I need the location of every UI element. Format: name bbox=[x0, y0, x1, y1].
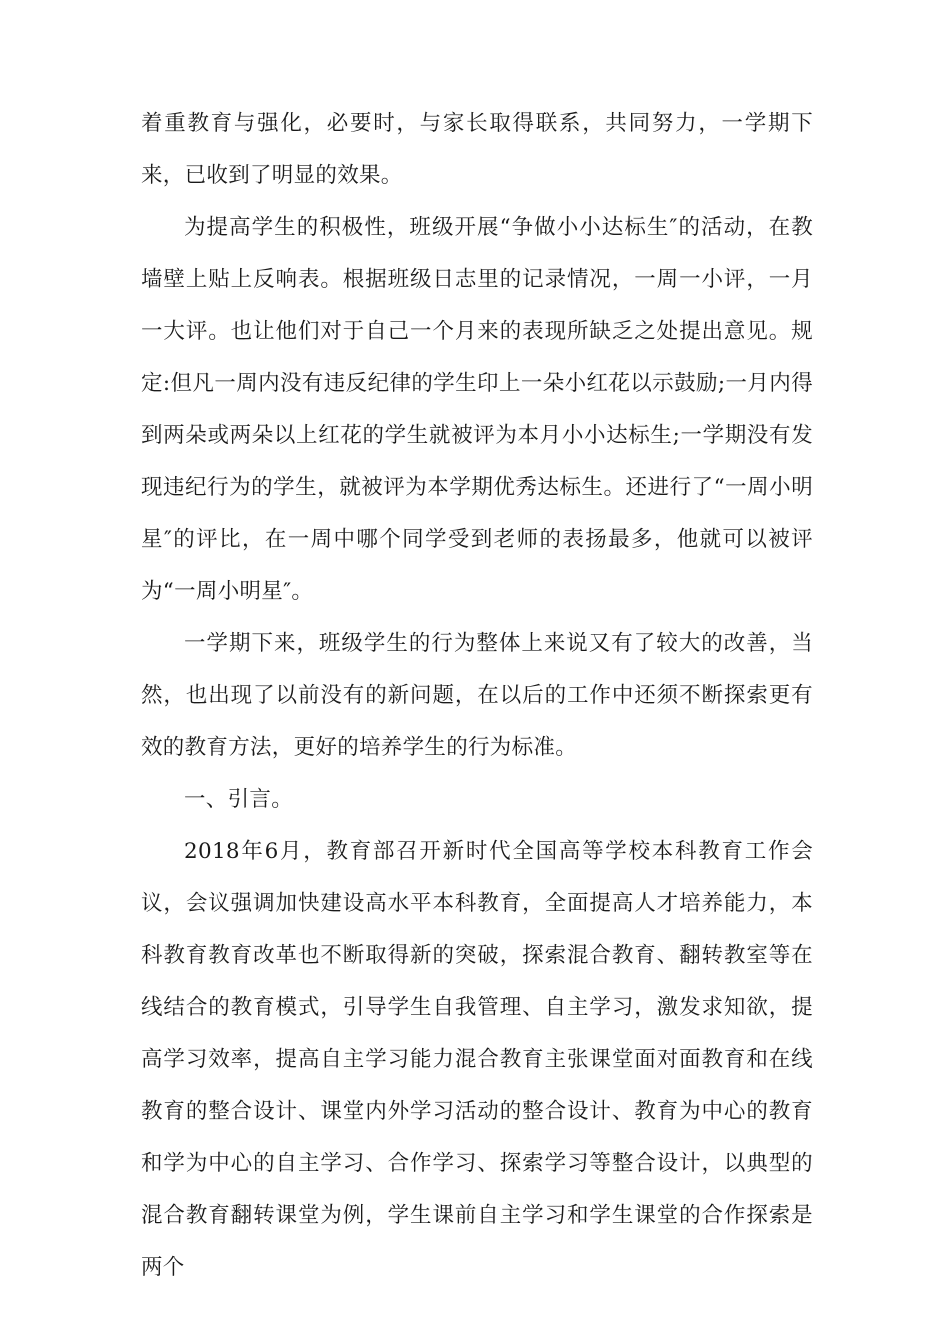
section-heading-introduction: 一、引言。 bbox=[184, 787, 294, 812]
paragraph-summary: 一学期下来，班级学生的行为整体上来说又有了较大的改善，当然，也出现了以前没有的新问题，在以后的工作中还须不断探索更有效的教育方法，更好的培养学生的行为标准。 bbox=[141, 631, 813, 760]
paragraph-continuation: 着重教育与强化，必要时，与家长取得联系，共同努力，一学期下来，已收到了明显的效果。 bbox=[141, 111, 813, 188]
paragraph-activity: 为提高学生的积极性，班级开展“争做小小达标生″的活动，在教墙壁上贴上反响表。根据班级日志里的记录情况，一周一小评，一月一大评。也让他们对于自己一个月来的表现所缺乏之处提出意见。规定:但凡一周内没有违反纪律的学生印上一朵小红花以示鼓励;一月内得到两朵或两朵以上红花的学生就被评为本月小小达标生;一学期没有发现违纪行为的学生，就被评为本学期优秀达标生。还进行了“一周小明星″的评比，在一周中哪个同学受到老师的表扬最多，他就可以被评为“一周小明星″。 bbox=[141, 215, 813, 604]
document-body bbox=[141, 98, 813, 1294]
paragraph-introduction: 2018年6月，教育部召开新时代全国高等学校本科教育工作会议，会议强调加快建设高水平本科教育，全面提高人才培养能力，本科教育教育改革也不断取得新的突破，探索混合教育、翻转教室等在线结合的教育模式，引导学生自我管理、自主学习，激发求知欲，提高学习效率，提高自主学习能力混合教育主张课堂面对面教育和在线教育的整合设计、课堂内外学习活动的整合设计、教育为中心的教育和学为中心的自主学习、合作学习、探索学习等整合设计，以典型的混合教育翻转课堂为例，学生课前自主学习和学生课堂的合作探索是两个 bbox=[141, 839, 813, 1280]
